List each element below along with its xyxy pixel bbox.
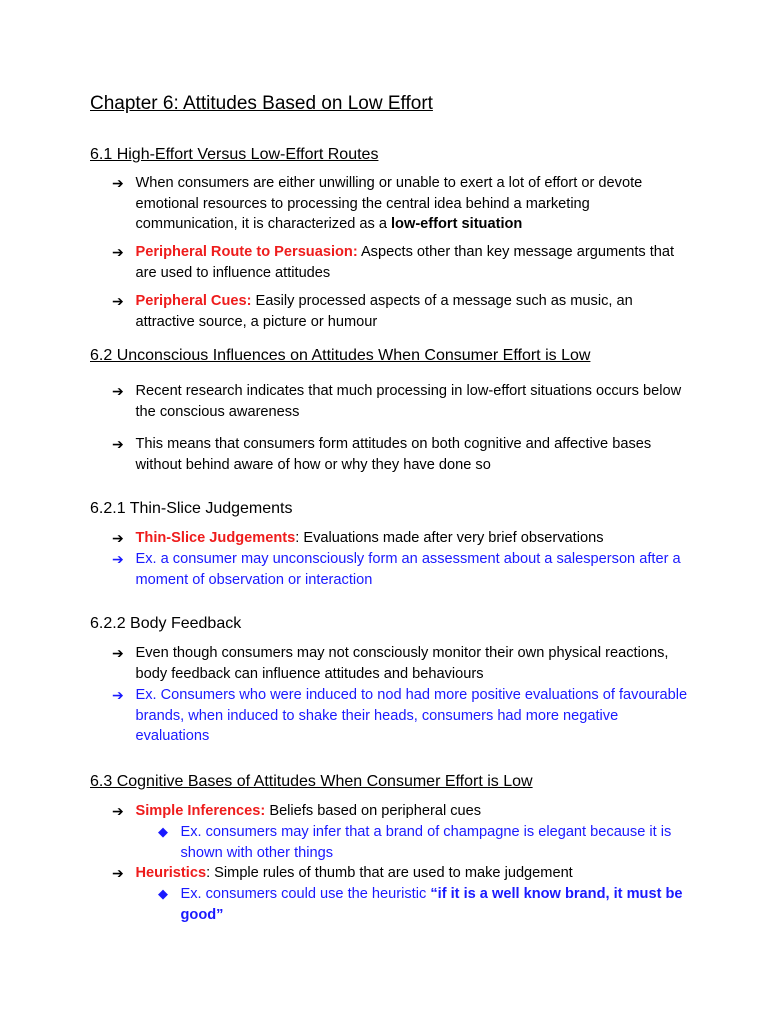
arrow-bullet-icon: ➔ [112,293,124,309]
arrow-bullet-icon: ➔ [112,645,124,661]
example-item [112,685,692,747]
list-item [112,434,692,475]
example-text: Ex. Consumers who were induced to nod had more positive evaluations of favourable brands, when induced to shake their heads, consumers had more negative evaluations [135,687,688,745]
diamond-bullet-icon: ◆ [158,824,168,839]
chapter-title: Chapter 6: Attitudes Based on Low Effort [90,93,433,114]
arrow-bullet-icon: ➔ [112,383,124,399]
list-item [112,863,692,884]
section-6-1-heading: 6.1 High-Effort Versus Low-Effort Routes [90,146,379,163]
list-item [112,242,692,283]
diamond-bullet-icon: ◆ [158,886,168,901]
term-label: Heuristics [135,865,207,881]
emphasis-text: “if it is a well know brand, it must be good” [180,886,683,923]
section-6-2-heading: 6.2 Unconscious Influences on Attitudes When Consumer Effort is Low [90,347,591,364]
term-label: Thin-Slice Judgements [135,530,296,546]
example-text: Ex. consumers may infer that a brand of champagne is elegant because it is shown with other things [180,824,672,861]
list-item [112,291,692,332]
example-text: Ex. consumers could use the heuristic “if it is a well know brand, it must be good” [180,886,683,923]
arrow-bullet-icon: ➔ [112,803,124,819]
example-text: Ex. a consumer may unconsciously form an assessment about a salesperson after a moment of observation or interaction [135,551,681,588]
list-item [112,528,692,549]
emphasis-text: low-effort situation [391,216,523,233]
arrow-bullet-icon: ➔ [112,175,124,191]
list-item [112,381,692,422]
list-item-text: When consumers are either unwilling or unable to exert a lot of effort or devote emotional resources to processing the central idea behind a marketing communication, it is characterized as a low-effort situation [135,175,643,233]
section-6-2-2-heading: 6.2.2 Body Feedback [90,615,242,632]
arrow-bullet-icon: ➔ [112,687,124,703]
list-item-text: Recent research indicates that much processing in low-effort situations occurs below the conscious awareness [135,383,682,420]
list-item-text: Thin-Slice Judgements: Evaluations made after very brief observations [135,530,604,546]
arrow-bullet-icon: ➔ [112,244,124,260]
example-sub-item [158,822,698,863]
section-6-3-heading: 6.3 Cognitive Bases of Attitudes When Consumer Effort is Low [90,773,533,790]
list-item-text: This means that consumers form attitudes on both cognitive and affective bases without behind aware of how or why they have done so [135,436,652,473]
list-item-text: Peripheral Cues: Easily processed aspects of a message such as music, an attractive source, a picture or humour [135,293,633,330]
list-item [112,801,692,822]
example-item [112,549,692,590]
term-label: Simple Inferences: [135,803,266,819]
arrow-bullet-icon: ➔ [112,436,124,452]
list-item [112,643,692,684]
section-6-2-1-heading: 6.2.1 Thin-Slice Judgements [90,500,293,517]
arrow-bullet-icon: ➔ [112,865,124,881]
list-item-text: Simple Inferences: Beliefs based on peripheral cues [135,803,482,819]
list-item-text: Heuristics: Simple rules of thumb that are used to make judgement [135,865,573,881]
example-sub-item [158,884,698,925]
term-label: Peripheral Cues: [135,293,252,309]
list-item [112,173,692,235]
arrow-bullet-icon: ➔ [112,530,124,546]
list-item-text: Even though consumers may not consciously monitor their own physical reactions, body feedback can influence attitudes and behaviours [135,645,669,682]
term-label: Peripheral Route to Persuasion: [135,244,358,260]
arrow-bullet-icon: ➔ [112,551,124,567]
list-item-text: Peripheral Route to Persuasion: Aspects other than key message arguments that are used to influence attitudes [135,244,675,281]
